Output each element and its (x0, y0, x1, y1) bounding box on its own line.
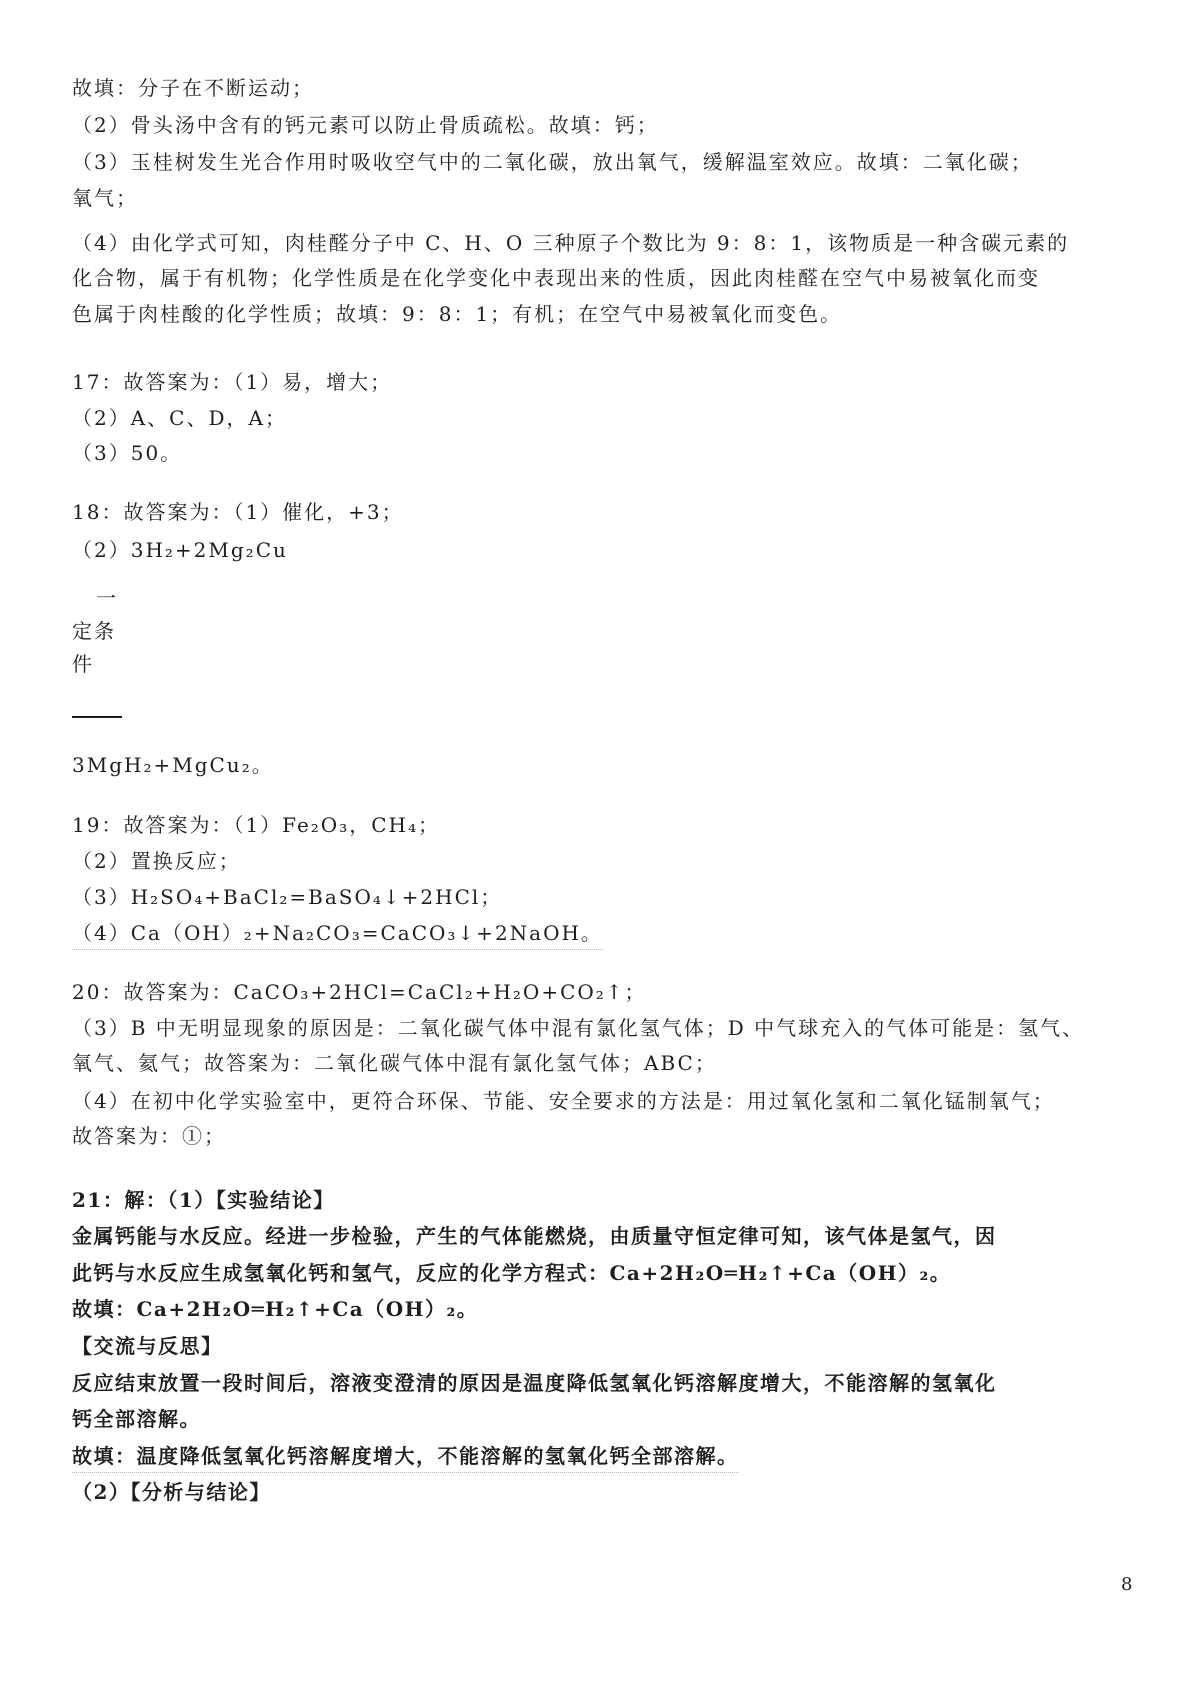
answer-line: 3MgH₂+MgCu₂。 (72, 753, 274, 777)
equation-arrow-line (72, 716, 122, 718)
answer-line: 故填：Ca+2H₂O═H₂↑+Ca（OH）₂。 (72, 1297, 479, 1321)
answer-line: （3）50。 (72, 441, 183, 465)
q20-heading: 20：故答案为：CaCO₃+2HCl=CaCl₂+H₂O+CO₂↑； (72, 980, 647, 1004)
q17-heading: 17：故答案为：（1）易，增大； (72, 370, 393, 394)
reaction-condition: 件 (72, 652, 94, 676)
answer-line: （3）B 中无明显现象的原因是：二氧化碳气体中混有氯化氢气体；D 中气球充入的气体可能是：氢气、 (72, 1016, 1085, 1040)
answer-line: （4）Ca（OH）₂+Na₂CO₃=CaCO₃↓+2NaOH。 (72, 918, 603, 950)
reaction-condition: 一 (96, 586, 118, 610)
q19-heading: 19：故答案为：（1）Fe₂O₃，CH₄； (72, 813, 440, 837)
answer-line: 反应结束放置一段时间后，溶液变澄清的原因是温度降低氢氧化钙溶解度增大，不能溶解的氢氧化 (72, 1371, 997, 1395)
answer-line: （4）在初中化学实验室中，更符合环保、节能、安全要求的方法是：用过氧化氢和二氧化锰制氧气； (72, 1089, 1055, 1113)
answer-line: 故填：分子在不断运动； (72, 76, 314, 100)
answer-line: （2）A、C、D，A； (72, 406, 287, 430)
answer-line: 故填：温度降低氢氧化钙溶解度增大，不能溶解的氢氧化钙全部溶解。 (72, 1441, 739, 1473)
answer-line: （2）3H₂+2Mg₂Cu (72, 538, 288, 562)
answer-line: （2）骨头汤中含有的钙元素可以防止骨质疏松。故填：钙； (72, 113, 659, 137)
answer-line: 此钙与水反应生成氢氧化钙和氢气，反应的化学方程式：Ca+2H₂O═H₂↑+Ca（OH）₂。 (72, 1261, 952, 1285)
answer-line: 色属于肉桂酸的化学性质；故填：9：8：1；有机；在空气中易被氧化而变色。 (72, 302, 843, 326)
q21-heading: 21：解：（1）【实验结论】 (72, 1188, 335, 1212)
answer-line: 化合物，属于有机物；化学性质是在化学变化中表现出来的性质，因此肉桂醛在空气中易被氧化而变 (72, 266, 1040, 290)
section-heading: 【交流与反思】 (72, 1334, 223, 1358)
answer-line: 钙全部溶解。 (72, 1407, 201, 1431)
answer-line: （3）H₂SO₄+BaCl₂=BaSO₄↓+2HCl； (72, 885, 503, 909)
answer-line: （2）置换反应； (72, 849, 241, 873)
answer-line: （3）玉桂树发生光合作用时吸收空气中的二氧化碳，放出氧气，缓解温室效应。故填：二氧化碳； (72, 150, 1033, 174)
answer-line: （4）由化学式可知，肉桂醛分子中 C、H、O 三种原子个数比为 9：8：1，该物质是一种含碳元素的 (72, 231, 1070, 255)
section-heading: （2）【分析与结论】 (72, 1480, 271, 1504)
answer-line: 故答案为：①； (72, 1124, 226, 1148)
answer-line: 氧气、氦气；故答案为：二氧化碳气体中混有氯化氢气体；ABC； (72, 1051, 717, 1075)
reaction-condition: 定条 (72, 619, 116, 643)
answer-line: 氧气； (72, 186, 138, 210)
page-number: 8 (1121, 1574, 1133, 1595)
answer-line: 金属钙能与水反应。经进一步检验，产生的气体能燃烧，由质量守恒定律可知，该气体是氢气，因 (72, 1224, 997, 1248)
q18-heading: 18：故答案为：（1）催化，+3； (72, 500, 404, 524)
